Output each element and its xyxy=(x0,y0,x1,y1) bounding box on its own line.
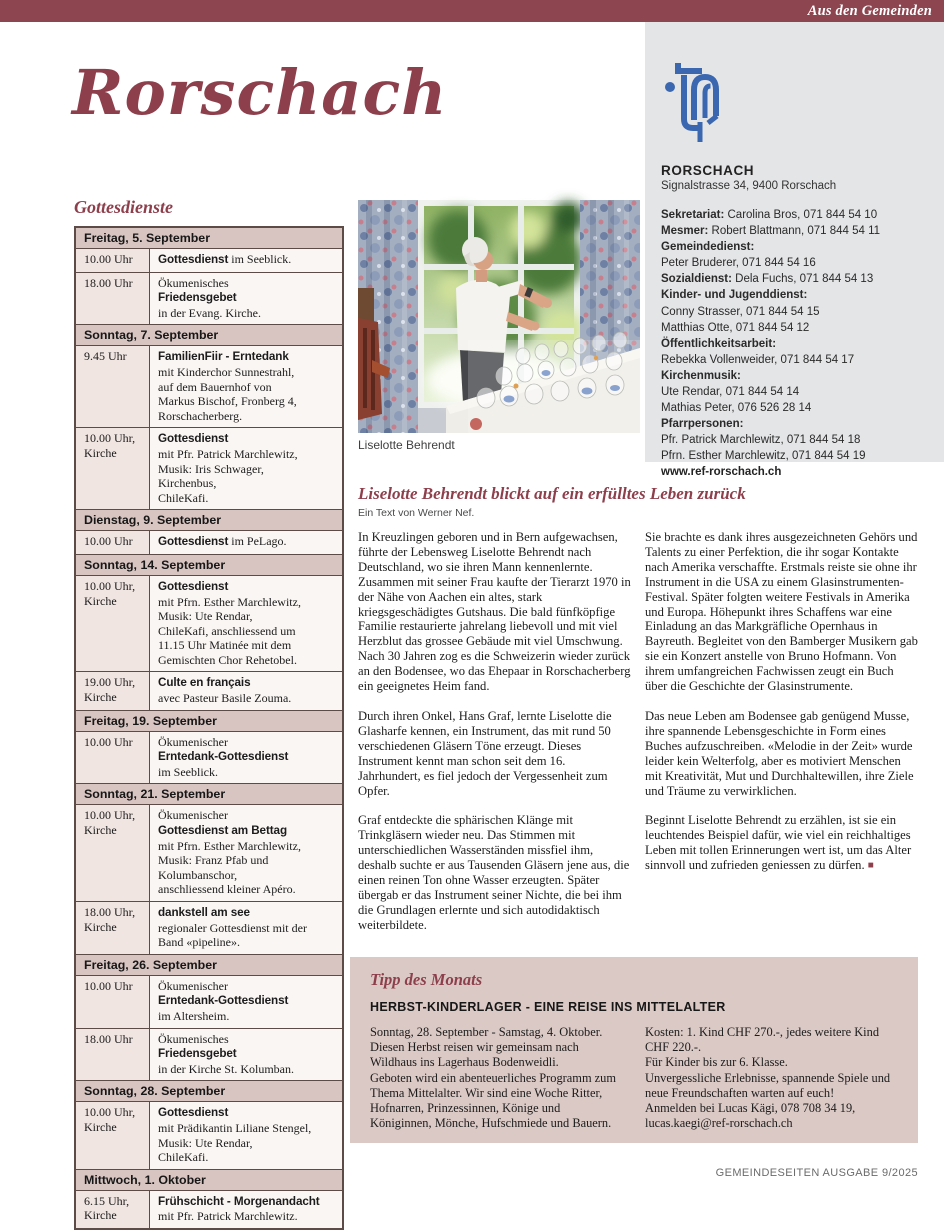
time-line: 10.00 Uhr xyxy=(84,252,133,266)
text-segment: dankstell am see xyxy=(158,906,250,919)
service-date-row: Dienstag, 9. September xyxy=(76,509,342,530)
detail-line xyxy=(158,365,336,380)
detail-line xyxy=(158,823,336,839)
tip-title: Tipp des Monats xyxy=(370,970,483,989)
contact-text: Ute Rendar, 071 844 54 14 xyxy=(661,386,800,399)
contact-line xyxy=(661,368,930,384)
text-segment: Musik: Iris Schwager, xyxy=(158,461,264,476)
detail-line xyxy=(158,595,336,610)
time-line: 18.00 Uhr, xyxy=(84,905,136,919)
article-paragraph: Das neue Leben am Bodensee gab genügend Musse, ihre spannende Lebensgeschichte in Form eines Buches aufzuschreiben. «Melodie in der Zeit» wurde leider kein Welterfolg, aber es motiviert Menschen mit Kreativität, Mut und Durchhaltewillen, ihre Ziele und Träume zu verwirklichen. xyxy=(645,708,914,798)
text-segment: Musik: Ute Rendar, xyxy=(158,1135,253,1150)
detail-line xyxy=(158,638,336,653)
time-line: Kirche xyxy=(84,919,117,934)
time-line: 10.00 Uhr, xyxy=(84,808,136,823)
text-segment: Ökumenischer xyxy=(158,734,228,749)
detail-line xyxy=(158,609,336,624)
service-details-cell xyxy=(150,273,342,325)
contact-line xyxy=(661,432,930,448)
service-details-cell xyxy=(150,1029,342,1081)
contact-line xyxy=(661,255,930,271)
tipp-paragraph: Für Kinder bis zur 6. Klasse. xyxy=(645,1055,788,1070)
contact-line xyxy=(661,448,930,464)
detail-line xyxy=(158,921,336,936)
text-segment: Gottesdienst xyxy=(158,535,229,549)
tipp-paragraph: lucas.kaegi@ref-rorschach.ch xyxy=(645,1116,793,1131)
service-event-row xyxy=(76,248,342,272)
detail-line xyxy=(158,935,336,950)
service-time-cell xyxy=(76,976,150,1028)
contact-text: Pfr. Patrick Marchlewitz, 071 844 54 18 xyxy=(661,434,861,447)
contact-line xyxy=(661,336,930,352)
detail-line xyxy=(158,1009,336,1024)
text-segment: ChileKafi. xyxy=(158,490,209,505)
text-segment: in der Evang. Kirche. xyxy=(158,305,261,320)
service-time-cell xyxy=(76,346,150,427)
service-time-cell xyxy=(76,576,150,672)
text-segment: Kolumbanschor, xyxy=(158,867,238,882)
detail-line xyxy=(158,624,336,639)
detail-line xyxy=(158,491,336,506)
service-details-cell xyxy=(150,346,342,427)
article-paragraph: In Kreuzlingen geboren und in Bern aufgewachsen, führte der Lebensweg Liselotte Behrendt nach Deutschland, wo sie ihren Mann kennenlernte. Zusammen mit seiner Frau kaufte der Tierarzt 1970 in der Nähe von Aachen ein altes, stark kriegsgeschädigtes Gutshaus. Die bald fünfköpfige Familie restaurierte jahrelang liebevoll und mit viel Herzblut das grossee Gebäude mit viel Umschwung. Nach 30 Jahren zog es die Schweizerin wieder zurück an den Bodensee, wo das Ehepaar in Rorschacherberg ein geeignetes Heim fand. xyxy=(358,530,631,694)
service-details-cell xyxy=(150,732,342,784)
detail-line xyxy=(158,735,336,750)
contact-line xyxy=(661,416,930,432)
detail-line xyxy=(158,394,336,409)
parish-address: Signalstrasse 34, 9400 Rorschach xyxy=(661,180,837,192)
contact-line xyxy=(661,352,930,368)
website-link: www.ref-rorschach.ch xyxy=(661,465,782,478)
article-col-left xyxy=(358,530,631,948)
detail-line xyxy=(158,691,336,706)
service-date-row: Sonntag, 7. September xyxy=(76,324,342,345)
service-time-cell xyxy=(76,1191,150,1228)
article-paragraph: Graf entdeckte die sphärischen Klänge mit Trinkgläsern wieder neu. Das Stimmen mit unterschiedlichen Wasserständen missfiel ihm, deshalb suchte er aus Tausenden Gläsern jene aus, die einen reinen Ton ohne Wasser erzeugten. Später übergab er das Instrument seiner Nichte, die bei ihm die Grundlagen erlernte und sich autodidaktisch weiterbildete. xyxy=(358,813,630,932)
church-logo-icon xyxy=(661,60,725,144)
time-line: 18.00 Uhr xyxy=(84,1031,133,1046)
contact-line xyxy=(661,239,930,255)
top-banner xyxy=(0,0,944,22)
time-line: Kirche xyxy=(84,593,117,608)
detail-line xyxy=(158,462,336,477)
detail-line xyxy=(158,1062,336,1077)
time-line: 19.00 Uhr, xyxy=(84,675,136,690)
detail-line xyxy=(158,979,336,994)
glasses-table xyxy=(446,332,640,433)
text-segment: im Altersheim. xyxy=(158,1008,230,1023)
detail-line xyxy=(158,1105,336,1121)
time-line: Kirche xyxy=(84,690,117,705)
contact-line xyxy=(661,320,930,336)
service-event-row xyxy=(76,575,342,672)
tipp-col-left xyxy=(370,1025,623,1131)
tip-columns xyxy=(370,1025,898,1131)
text-segment: Markus Bischof, Fronberg 4, xyxy=(158,394,297,409)
contact-line xyxy=(661,400,930,416)
text-segment: anschliessend kleiner Apéro. xyxy=(158,882,296,897)
service-date-row: Freitag, 26. September xyxy=(76,954,342,975)
contact-sidebar xyxy=(645,22,944,478)
service-event-row xyxy=(76,1101,342,1168)
contact-label: Kinder- und Jugenddienst: xyxy=(661,289,808,302)
detail-line xyxy=(158,1046,336,1062)
tipp-paragraph: Sonntag, 28. September - Samstag, 4. Oktober. Diesen Herbst reisen wir gemeinsam nach Wildhaus ins Lagerhaus Bodenweidli. xyxy=(370,1025,603,1070)
text-segment: ChileKafi. xyxy=(158,1150,209,1165)
detail-line xyxy=(158,1136,336,1151)
service-event-row xyxy=(76,1028,342,1081)
text-segment: Ökumenisches xyxy=(158,1031,229,1046)
text-segment: Culte en français xyxy=(158,676,251,690)
text-segment: mit Pfr. Patrick Marchlewitz, xyxy=(158,446,298,461)
time-line: Kirche xyxy=(84,1208,117,1223)
detail-line xyxy=(158,380,336,395)
service-date-row: Sonntag, 28. September xyxy=(76,1080,342,1101)
contact-label: Kirchenmusik: xyxy=(661,369,741,382)
detail-line xyxy=(158,276,336,291)
tipp-paragraph: Kosten: 1. Kind CHF 270.-, jedes weitere Kind CHF 220.-. xyxy=(645,1025,880,1055)
contact-label: Pfarrpersonen: xyxy=(661,418,744,431)
contact-label: Sozialdienst: xyxy=(661,273,732,286)
text-segment: Kirchenbus, xyxy=(158,476,217,491)
text-segment: Erntedank-Gottesdienst xyxy=(158,994,289,1008)
time-line: Kirche xyxy=(84,445,117,460)
services-heading: Gottesdienste xyxy=(74,197,173,217)
detail-line xyxy=(158,290,336,306)
text-segment: Musik: Franz Pfab und xyxy=(158,853,269,868)
time-line: 18.00 Uhr xyxy=(84,275,133,290)
text-segment: Musik: Ute Rendar, xyxy=(158,609,253,624)
text-segment: Ökumenischer xyxy=(158,808,228,823)
text-segment: Friedensgebet xyxy=(158,291,237,305)
detail-line xyxy=(158,409,336,424)
article-paragraph: Beginnt Liselotte Behrendt zu erzählen, ist sie ein leuchtendes Beispiel dafür, wie viel ein reichhaltiges Leben mit tollen Erinnerungen wert ist, um das Alter sinnvoll und zufrieden geniessen zu dürfen. ■ xyxy=(645,813,912,873)
detail-line xyxy=(158,1121,336,1136)
service-details-cell xyxy=(150,1102,342,1168)
tip-heading: HERBST-KINDERLAGER - EINE REISE INS MITTELALTER xyxy=(370,1000,726,1014)
service-event-row xyxy=(76,427,342,509)
detail-line xyxy=(158,431,336,447)
contact-label: Gemeindedienst: xyxy=(661,241,755,254)
service-event-row xyxy=(76,345,342,427)
tip-of-month-box xyxy=(350,957,918,1143)
detail-line xyxy=(158,534,336,550)
contact-label: Mesmer: xyxy=(661,225,709,238)
text-segment: im PeLago. xyxy=(228,534,287,549)
detail-line xyxy=(158,905,336,921)
article-col-right xyxy=(645,530,918,889)
text-segment: Gottesdienst am Bettag xyxy=(158,824,287,838)
contact-line xyxy=(661,271,930,287)
text-segment: im Seeblick. xyxy=(228,252,292,266)
text-segment: auf dem Bauernhof von xyxy=(158,379,272,394)
article-paragraph: Durch ihren Onkel, Hans Graf, lernte Liselotte die Glasharfe kennen, ein Instrument, das mit rund 50 verschiedenen Gläsern Töne erzeugt. Dieses Instrument kennt man schon seit dem 16. Jahrhundert, es fiel jedoch der Vergessenheit zum Opfer. xyxy=(358,708,612,798)
text-segment: FamilienFiir - Erntedank xyxy=(158,350,289,364)
detail-line xyxy=(158,749,336,765)
time-line: 9.45 Uhr xyxy=(84,349,127,364)
detail-line xyxy=(158,675,336,691)
service-date-row: Mittwoch, 1. Oktober xyxy=(76,1169,342,1190)
service-time-cell xyxy=(76,805,150,901)
detail-line xyxy=(158,252,336,268)
detail-line xyxy=(158,808,336,823)
detail-line xyxy=(158,1032,336,1047)
service-details-cell xyxy=(150,902,342,954)
contact-label: Öffentlichkeitsarbeit: xyxy=(661,337,777,350)
contact-line xyxy=(661,287,930,303)
article-byline: Ein Text von Werner Nef. xyxy=(358,507,475,519)
article-paragraph: Sie brachte es dank ihres ausgezeichneten Gehörs und Talents zu einer Perfektion, die ihr sogar Kontakte nach Amerika verschaffte. Erstmals reiste sie ohne ihr Instrument in die USA zu einem Glasinstrumenten-Festival. Später folgten weitere Festivals in Amerika und Europa. Höhepunkt ihres Schaffens war eine Einladung an das Markgräfliche Opernhaus in Bayreuth. Begleitet von den Bamberger Musikern gab sie ein Konzert anstelle von Bruno Hofmann. Von ihrem umfangreichen Fachwissen zeugt ein Buch über die Geschichte der Glasinstrumente. xyxy=(645,530,918,694)
time-line: 10.00 Uhr, xyxy=(84,1105,136,1120)
service-time-cell xyxy=(76,1029,150,1081)
contact-text: Robert Blattmann, 071 844 54 11 xyxy=(708,225,881,238)
text-segment: mit Pfrn. Esther Marchlewitz, xyxy=(158,594,301,609)
service-date-row: Freitag, 5. September xyxy=(76,228,342,248)
detail-line xyxy=(158,993,336,1009)
contact-line xyxy=(661,207,930,223)
time-line: 10.00 Uhr xyxy=(84,978,133,993)
service-time-cell xyxy=(76,531,150,554)
contact-line xyxy=(661,223,930,239)
text-segment: Frühschicht - Morgenandacht xyxy=(158,1194,320,1208)
text-segment: Ökumenisches xyxy=(158,275,229,290)
detail-line xyxy=(158,1194,336,1210)
text-segment: Rorschacherberg. xyxy=(158,408,243,423)
text-segment: ChileKafi, anschliessend um xyxy=(158,623,296,638)
text-segment: mit Pfr. Patrick Marchlewitz. xyxy=(158,1209,298,1224)
text-segment: Ökumenischer xyxy=(158,978,228,993)
page-title: Rorschach xyxy=(72,56,448,129)
service-details-cell xyxy=(150,531,342,554)
service-event-row xyxy=(76,671,342,709)
contact-text: Conny Strasser, 071 844 54 15 xyxy=(661,305,820,318)
contact-line xyxy=(661,304,930,320)
detail-line xyxy=(158,882,336,897)
service-details-cell xyxy=(150,428,342,509)
service-date-row: Sonntag, 21. September xyxy=(76,783,342,804)
services-table xyxy=(74,226,344,1230)
service-date-row: Sonntag, 14. September xyxy=(76,554,342,575)
contact-text: Carolina Bros, 071 844 54 10 xyxy=(724,209,878,221)
service-time-cell xyxy=(76,732,150,784)
end-mark: ■ xyxy=(867,860,874,872)
detail-line xyxy=(158,765,336,780)
text-segment: mit Pfrn. Esther Marchlewitz, xyxy=(158,838,301,853)
service-event-row xyxy=(76,901,342,954)
detail-line xyxy=(158,306,336,321)
text-segment: Friedensgebet xyxy=(158,1047,237,1061)
service-details-cell xyxy=(150,976,342,1028)
article-photo xyxy=(358,200,640,433)
service-details-cell xyxy=(150,576,342,672)
time-line: 10.00 Uhr xyxy=(84,534,133,549)
service-details-cell xyxy=(150,249,342,272)
service-details-cell xyxy=(150,672,342,709)
detail-line xyxy=(158,579,336,595)
page-footer: GEMEINDESEITEN AUSGABE 9/2025 xyxy=(715,1167,918,1179)
service-event-row xyxy=(76,530,342,554)
article-title: Liselotte Behrendt blickt auf ein erfülltes Leben zurück xyxy=(358,484,746,503)
time-line: Kirche xyxy=(84,1119,117,1134)
contact-text: Rebekka Vollenweider, 071 844 54 17 xyxy=(661,353,855,366)
text-segment: in der Kirche St. Kolumban. xyxy=(158,1061,294,1076)
contact-text: Mathias Peter, 076 526 28 14 xyxy=(661,402,812,415)
time-line: 6.15 Uhr, xyxy=(84,1193,130,1208)
detail-line xyxy=(158,1150,336,1165)
detail-line xyxy=(158,1209,336,1224)
text-segment: regionaler Gottesdienst mit der xyxy=(158,920,307,935)
text-segment: Gottesdienst xyxy=(158,1106,229,1120)
photo-illustration xyxy=(358,200,640,433)
text-segment: Band «pipeline». xyxy=(158,935,240,950)
banner-label: Aus den Gemeinden xyxy=(807,2,932,19)
tipp-paragraph: Anmelden bei Lucas Kägi, 078 708 34 19, xyxy=(645,1101,856,1116)
service-event-row xyxy=(76,975,342,1028)
service-time-cell xyxy=(76,672,150,709)
tipp-paragraph: Unvergessliche Erlebnisse, spannende Spiele und neue Freundschaften warten auf euch! xyxy=(645,1070,891,1100)
contact-line xyxy=(661,384,930,400)
service-time-cell xyxy=(76,249,150,272)
tipp-paragraph: Geboten wird ein abenteuerliches Programm zum Thema Mittelalter. Wir sind eine Woche Ritter, Hofnarren, Prinzessinnen, Könige und Königinnen, Mönche, Hufschmiede und Bauern. xyxy=(370,1070,617,1131)
text-segment: mit Kinderchor Sunnestrahl, xyxy=(158,364,295,379)
text-segment: im Seeblick. xyxy=(158,764,218,779)
detail-line xyxy=(158,476,336,491)
service-details-cell xyxy=(150,805,342,901)
text-segment: Gemischten Chor Rehetobel. xyxy=(158,652,297,667)
detail-line xyxy=(158,349,336,365)
service-event-row xyxy=(76,272,342,325)
service-event-row xyxy=(76,731,342,784)
time-line: 10.00 Uhr xyxy=(84,734,133,749)
parish-name: RORSCHACH xyxy=(661,163,755,178)
contact-text: Peter Bruderer, 071 844 54 16 xyxy=(661,257,816,270)
detail-line xyxy=(158,653,336,668)
service-time-cell xyxy=(76,902,150,954)
service-time-cell xyxy=(76,1102,150,1168)
contact-text: Pfrn. Esther Marchlewitz, 071 844 54 19 xyxy=(661,450,866,463)
contact-label: Sekretariat: xyxy=(661,209,725,221)
time-line: Kirche xyxy=(84,823,117,838)
detail-line xyxy=(158,839,336,854)
service-event-row xyxy=(76,804,342,901)
service-time-cell xyxy=(76,428,150,509)
service-date-row: Freitag, 19. September xyxy=(76,710,342,731)
service-details-cell xyxy=(150,1191,342,1228)
text-segment: Gottesdienst xyxy=(158,253,229,266)
detail-line xyxy=(158,853,336,868)
tipp-col-right xyxy=(645,1025,898,1131)
detail-line xyxy=(158,447,336,462)
contact-text: Dela Fuchs, 071 844 54 13 xyxy=(731,273,874,286)
text-segment: Erntedank-Gottesdienst xyxy=(158,750,289,764)
contact-text: Matthias Otte, 071 844 54 12 xyxy=(661,321,810,334)
text-segment: avec Pasteur Basile Zouma. xyxy=(158,691,292,706)
service-time-cell xyxy=(76,273,150,325)
text-segment: 11.15 Uhr Matinée mit dem xyxy=(158,638,292,653)
service-event-row xyxy=(76,1190,342,1228)
photo-caption: Liselotte Behrendt xyxy=(358,438,455,452)
text-segment: Gottesdienst xyxy=(158,432,229,446)
text-segment: mit Prädikantin Liliane Stengel, xyxy=(158,1120,312,1135)
sidebar-contacts xyxy=(661,207,930,465)
text-segment: Gottesdienst xyxy=(158,579,229,593)
time-line: 10.00 Uhr, xyxy=(84,578,136,593)
time-line: 10.00 Uhr, xyxy=(84,431,136,446)
detail-line xyxy=(158,868,336,883)
